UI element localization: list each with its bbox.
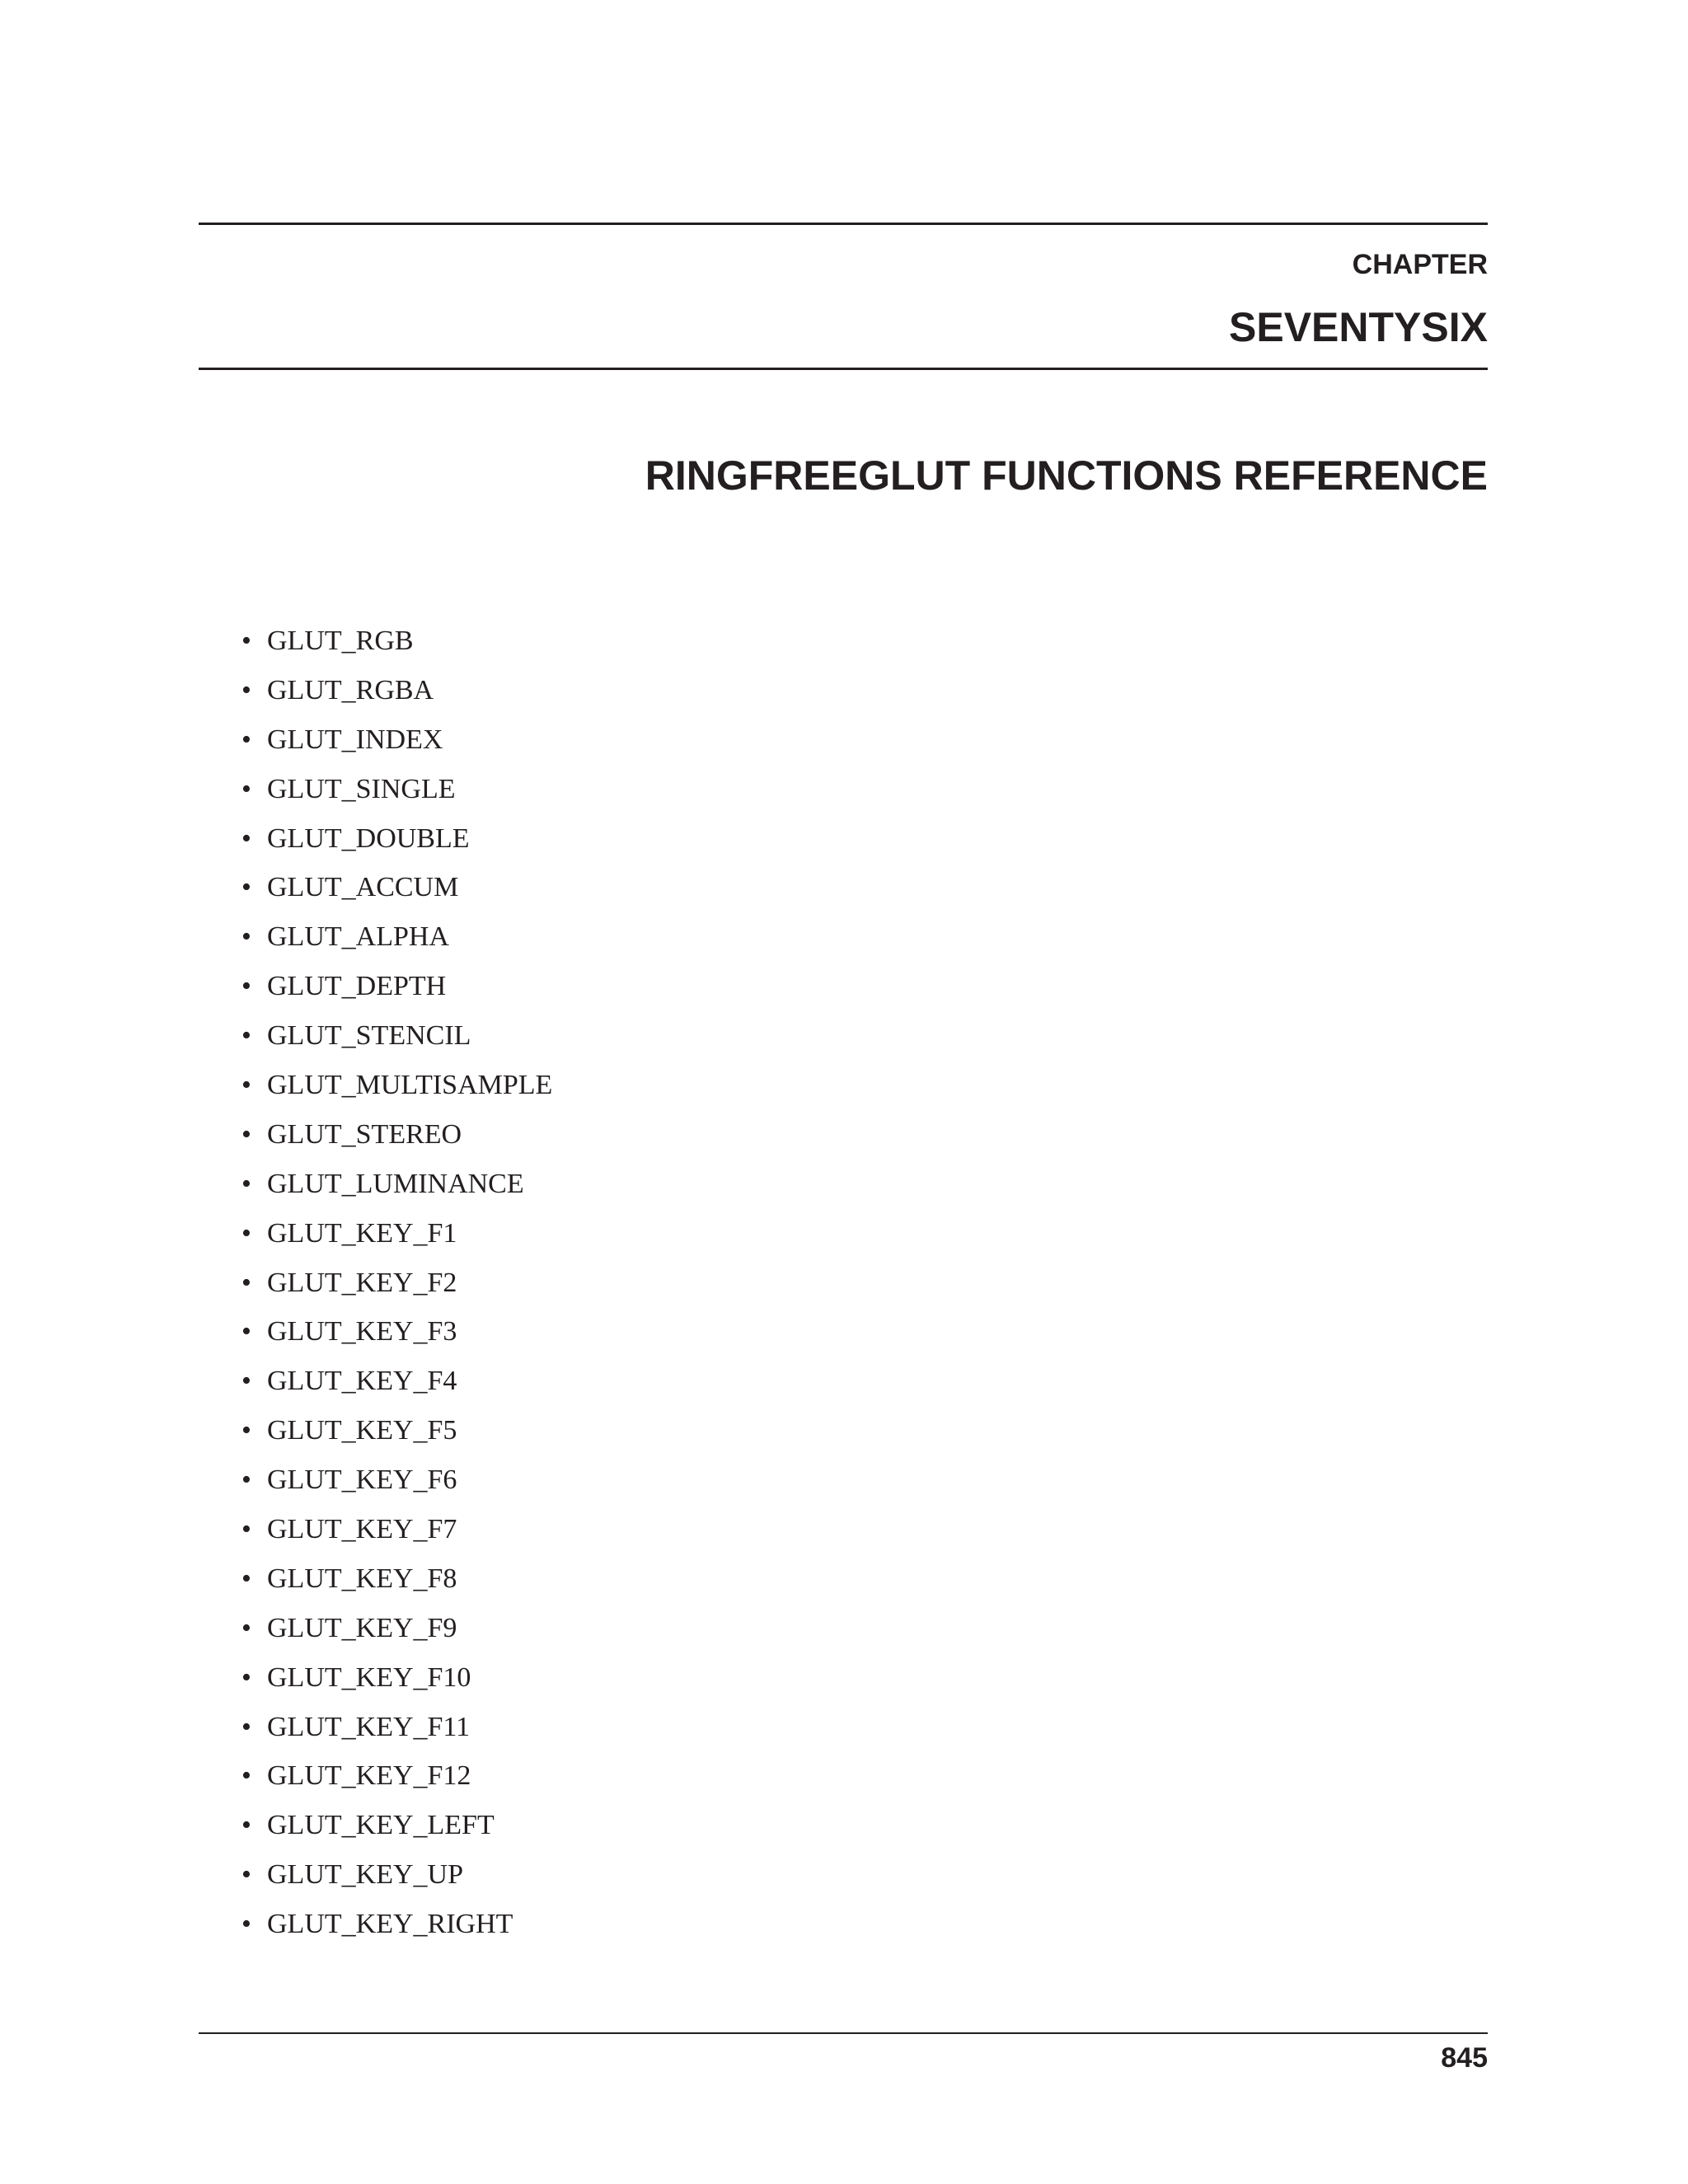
list-item-text: GLUT_ACCUM xyxy=(267,872,459,903)
bullet-icon: • xyxy=(241,823,251,854)
bullet-icon: • xyxy=(241,1316,251,1347)
bullet-icon: • xyxy=(241,1118,251,1150)
bullet-icon: • xyxy=(241,1514,251,1545)
list-item-text: GLUT_KEY_F9 xyxy=(267,1612,457,1643)
list-item xyxy=(239,1209,552,1258)
list-item xyxy=(239,1604,552,1653)
list-item-text: GLUT_KEY_LEFT xyxy=(267,1810,495,1841)
list-item-text: GLUT_KEY_RIGHT xyxy=(267,1909,513,1940)
list-item-text: GLUT_DEPTH xyxy=(267,971,447,1002)
bullet-icon: • xyxy=(241,674,251,705)
chapter-label: CHAPTER xyxy=(1352,249,1488,280)
list-item-text: GLUT_SINGLE xyxy=(267,773,456,804)
list-item xyxy=(239,962,552,1011)
chapter-bottom-rule xyxy=(199,368,1488,370)
list-item-text: GLUT_KEY_F1 xyxy=(267,1217,457,1249)
bullet-icon: • xyxy=(241,1859,251,1891)
bullet-icon: • xyxy=(241,1810,251,1841)
list-item-text: GLUT_KEY_F10 xyxy=(267,1661,471,1693)
list-item xyxy=(239,1357,552,1406)
list-item xyxy=(239,1160,552,1209)
list-item-text: GLUT_ALPHA xyxy=(267,921,449,953)
list-item xyxy=(239,1801,552,1850)
constant-list xyxy=(239,616,552,1949)
list-item xyxy=(239,1653,552,1703)
list-item xyxy=(239,1554,552,1604)
list-item xyxy=(239,666,552,715)
list-item-text: GLUT_RGBA xyxy=(267,674,434,705)
footer-rule xyxy=(199,2032,1488,2034)
bullet-icon: • xyxy=(241,1612,251,1643)
bullet-icon: • xyxy=(241,1070,251,1101)
list-item-text: GLUT_MULTISAMPLE xyxy=(267,1070,553,1101)
list-item-text: GLUT_KEY_F2 xyxy=(267,1267,457,1298)
bullet-icon: • xyxy=(241,1168,251,1199)
bullet-icon: • xyxy=(241,1909,251,1940)
list-item xyxy=(239,1900,552,1949)
bullet-icon: • xyxy=(241,1760,251,1792)
list-item xyxy=(239,863,552,912)
list-item-text: GLUT_DOUBLE xyxy=(267,823,470,854)
bullet-icon: • xyxy=(241,773,251,804)
list-item-text: GLUT_KEY_F6 xyxy=(267,1465,457,1496)
bullet-icon: • xyxy=(241,626,251,656)
list-item-text: GLUT_INDEX xyxy=(267,724,443,755)
bullet-icon: • xyxy=(241,921,251,953)
bullet-icon: • xyxy=(241,1366,251,1397)
list-item xyxy=(239,1011,552,1061)
list-item xyxy=(239,616,552,666)
list-item-text: GLUT_KEY_F8 xyxy=(267,1563,457,1594)
list-item xyxy=(239,715,552,765)
bullet-icon: • xyxy=(241,1217,251,1249)
chapter-top-rule xyxy=(199,223,1488,225)
bullet-icon: • xyxy=(241,1465,251,1496)
list-item xyxy=(239,1751,552,1801)
list-item-text: GLUT_KEY_F5 xyxy=(267,1415,457,1446)
bullet-icon: • xyxy=(241,872,251,903)
page-number: 845 xyxy=(1441,2042,1488,2074)
list-item-text: GLUT_KEY_UP xyxy=(267,1859,463,1891)
list-item xyxy=(239,1061,552,1110)
chapter-number: SEVENTYSIX xyxy=(1229,304,1488,350)
bullet-icon: • xyxy=(241,1563,251,1594)
list-item xyxy=(239,765,552,814)
list-item xyxy=(239,1455,552,1505)
list-item xyxy=(239,1850,552,1900)
list-item-text: GLUT_KEY_F7 xyxy=(267,1514,457,1545)
list-item xyxy=(239,1505,552,1554)
list-item-text: GLUT_STENCIL xyxy=(267,1020,471,1052)
list-item xyxy=(239,814,552,864)
list-item xyxy=(239,1406,552,1455)
bullet-icon: • xyxy=(241,971,251,1002)
list-item-text: GLUT_KEY_F3 xyxy=(267,1316,457,1347)
list-item xyxy=(239,912,552,962)
list-item-text: GLUT_LUMINANCE xyxy=(267,1168,524,1199)
bullet-icon: • xyxy=(241,724,251,755)
list-item-text: GLUT_RGB xyxy=(267,626,414,656)
list-item-text: GLUT_KEY_F11 xyxy=(267,1711,471,1742)
list-item-text: GLUT_KEY_F4 xyxy=(267,1366,457,1397)
list-item xyxy=(239,1110,552,1160)
list-item xyxy=(239,1703,552,1752)
bullet-icon: • xyxy=(241,1711,251,1742)
bullet-icon: • xyxy=(241,1020,251,1052)
list-item xyxy=(239,1307,552,1357)
list-item xyxy=(239,1258,552,1308)
bullet-icon: • xyxy=(241,1267,251,1298)
bullet-icon: • xyxy=(241,1415,251,1446)
bullet-icon: • xyxy=(241,1661,251,1693)
list-item-text: GLUT_STEREO xyxy=(267,1118,462,1150)
chapter-title: RINGFREEGLUT FUNCTIONS REFERENCE xyxy=(645,452,1488,499)
list-item-text: GLUT_KEY_F12 xyxy=(267,1760,471,1792)
